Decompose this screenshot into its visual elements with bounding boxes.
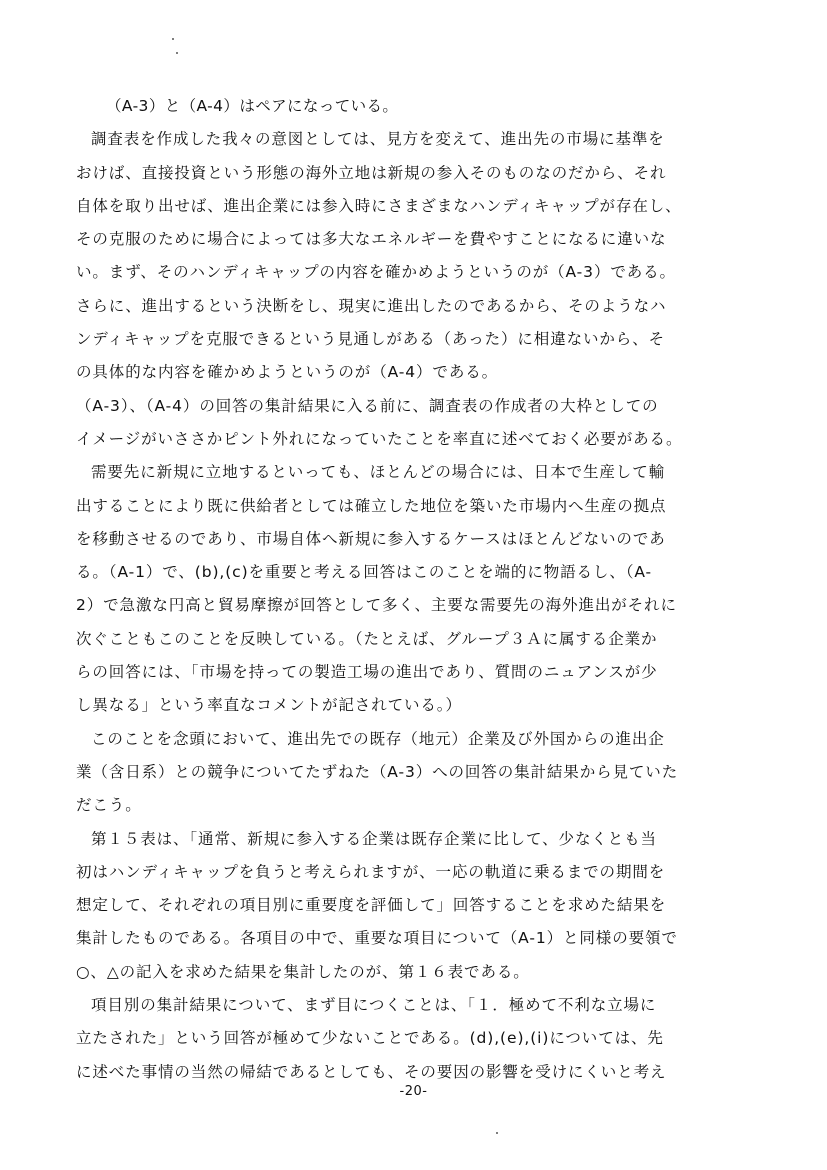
text-line: 出することにより既に供給者としては確立した地位を築いた市場内へ生産の拠点 — [76, 496, 667, 515]
scan-speck — [172, 38, 174, 40]
text-line: 想定して、それぞれの項目別に重要度を評価して」回答することを求めた結果を — [76, 896, 667, 915]
text-line: イメージがいささかピント外れになっていたことを率直に述べておく必要がある。 — [76, 429, 683, 448]
text-line: ンディキャップを克服できるという見通しがある（あった）に相違ないから、そ — [76, 330, 666, 349]
text-line: 立たされた」という回答が極めて少ないことである。(d),(e),(i)については、先 — [76, 1029, 664, 1048]
text-line: 次ぐこともこのことを反映している。（たとえば、グループ３Ａに属する企業か — [76, 629, 658, 648]
text-line: 初はハンディキャップを負うと考えられますが、一応の軌道に乗るまでの期間を — [76, 862, 666, 881]
text-line: さらに、進出するという決断をし、現実に進出したのであるから、そのようなハ — [76, 296, 667, 315]
text-line: （A-3）、（A-4）の回答の集計結果に入る前に、調査表の作成者の大枠としての — [76, 396, 659, 415]
text-line: その克服のために場合によっては多大なエネルギーを費やすことになるに違いな — [76, 230, 667, 249]
text-line: し異なる」という率直なコメントが記されている。） — [76, 696, 462, 715]
body-text — [76, 90, 756, 1089]
text-line: （A-3）と（A-4）はペアになっている。 — [106, 97, 399, 115]
text-line: 項目別の集計結果について、まず目につくことは、「１．極めて不利な立場に — [91, 996, 657, 1015]
text-line: 集計したものである。各項目の中で、重要な項目について（A-1）と同様の要領で — [76, 929, 678, 948]
scan-speck — [496, 1132, 498, 1134]
text-line: 需要先に新規に立地するといっても、ほとんどの場合には、日本で生産して輸 — [91, 463, 666, 482]
text-line: らの回答には、「市場を持っての製造工場の進出であり、質問のニュアンスが少 — [76, 663, 658, 682]
text-line: 第１５表は、「通常、新規に参入する企業は既存企業に比して、少なくとも当 — [91, 829, 657, 848]
text-line: このことを念頭において、進出先での既存（地元）企業及び外国からの進出企 — [91, 729, 665, 748]
text-line: の具体的な内容を確かめようというのが（A-4）である。 — [76, 363, 499, 382]
text-line: 調査表を作成した我々の意図としては、見方を変えて、進出先の市場に基準を — [91, 130, 665, 149]
scan-speck — [176, 52, 178, 54]
text-line: を移動させるのであり、市場自体へ新規に参入するケースはほとんどないのであ — [76, 529, 666, 548]
text-line: る。（A-1）で、(b),(c)を重要と考える回答はこのことを端的に物語るし、（A- — [76, 563, 653, 582]
text-line: い。まず、そのハンディキャップの内容を確かめようというのが（A-3）である。 — [76, 263, 676, 282]
text-line: 2）で急激な円高と貿易摩擦が回答として多く、主要な需要先の海外進出がそれに — [76, 596, 677, 615]
text-line: 業（含日系）との競争についてたずねた（A-3）への回答の集計結果から見ていた — [76, 762, 679, 781]
text-line: おけば、直接投資という形態の海外立地は新規の参入そのものなのだから、それ — [76, 163, 667, 182]
text-line: ○、△の記入を求めた結果を集計したのが、第１６表である。 — [76, 962, 530, 981]
text-line: だこう。 — [76, 796, 142, 815]
text-line: に述べた事情の当然の帰結であるとしても、その要因の影響を受けにくいと考え — [76, 1062, 667, 1081]
text-line: 自体を取り出せば、進出企業には参入時にさまざまなハンディキャップが存在し、 — [76, 196, 682, 215]
page-number: -20- — [399, 1084, 428, 1099]
